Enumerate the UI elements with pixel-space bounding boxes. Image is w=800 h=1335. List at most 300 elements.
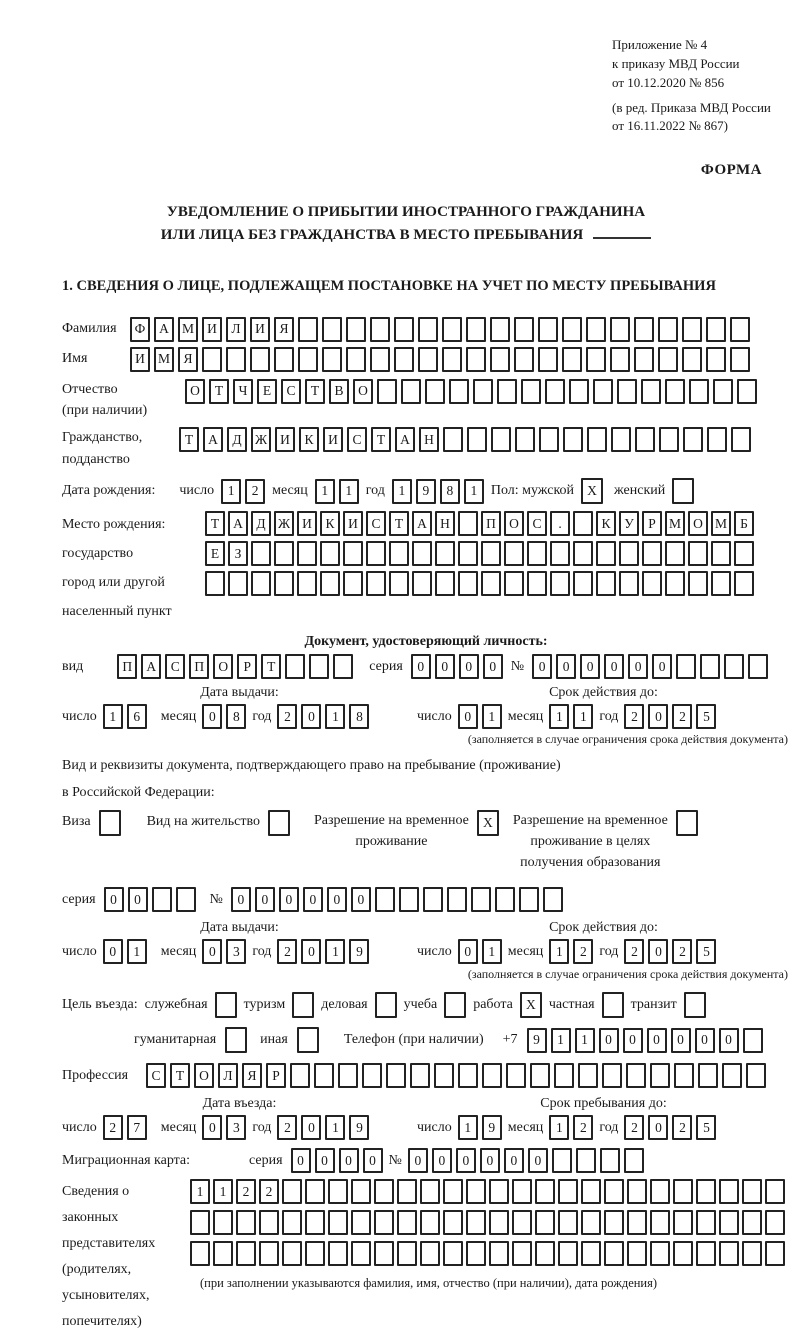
char-cell[interactable] [236,1241,256,1266]
char-cell[interactable] [713,379,733,404]
char-cell[interactable]: С [281,379,301,404]
char-cell[interactable] [397,1241,417,1266]
char-cell[interactable]: М [178,317,198,342]
char-cell[interactable] [731,427,751,452]
char-cell[interactable]: 1 [325,939,345,964]
char-cell[interactable] [581,1241,601,1266]
char-cell[interactable] [742,1241,762,1266]
char-cell[interactable]: 0 [628,654,648,679]
char-cell[interactable]: 0 [623,1028,643,1053]
char-cell[interactable] [305,1210,325,1235]
char-cell[interactable] [328,1210,348,1235]
char-cell[interactable] [711,571,731,596]
char-cell[interactable] [543,887,563,912]
char-cell[interactable] [519,887,539,912]
char-cell[interactable]: С [165,654,185,679]
char-cell[interactable] [689,379,709,404]
char-cell[interactable] [746,1063,766,1088]
char-cell[interactable] [449,379,469,404]
char-cell[interactable]: 1 [482,939,502,964]
char-cell[interactable] [290,1063,310,1088]
char-cell[interactable] [734,541,754,566]
char-cell[interactable] [298,347,318,372]
char-cell[interactable]: 2 [259,1179,279,1204]
char-cell[interactable]: 8 [440,479,460,504]
char-cell[interactable]: А [412,511,432,536]
char-cell[interactable] [552,1148,572,1173]
char-cell[interactable]: 1 [221,479,241,504]
char-cell[interactable] [696,1210,716,1235]
checkbox-cell[interactable] [444,992,466,1018]
char-cell[interactable] [604,1179,624,1204]
char-cell[interactable] [642,541,662,566]
char-cell[interactable] [578,1063,598,1088]
char-cell[interactable]: Т [179,427,199,452]
char-cell[interactable]: 1 [575,1028,595,1053]
char-cell[interactable] [489,1210,509,1235]
char-cell[interactable]: 0 [301,939,321,964]
char-cell[interactable]: Ж [274,511,294,536]
char-cell[interactable] [722,1063,742,1088]
char-cell[interactable] [346,317,366,342]
char-cell[interactable]: 0 [231,887,251,912]
char-cell[interactable] [650,1179,670,1204]
char-cell[interactable] [659,427,679,452]
checkbox-cell[interactable] [292,992,314,1018]
char-cell[interactable] [490,347,510,372]
char-cell[interactable]: 0 [483,654,503,679]
char-cell[interactable]: 9 [349,1115,369,1140]
char-cell[interactable] [401,379,421,404]
char-cell[interactable]: 0 [435,654,455,679]
char-cell[interactable]: 3 [226,939,246,964]
char-cell[interactable]: 0 [291,1148,311,1173]
char-cell[interactable]: З [228,541,248,566]
char-cell[interactable] [458,571,478,596]
char-cell[interactable]: 0 [202,939,222,964]
char-cell[interactable]: 1 [103,704,123,729]
char-cell[interactable]: А [154,317,174,342]
char-cell[interactable] [635,427,655,452]
char-cell[interactable]: 2 [103,1115,123,1140]
char-cell[interactable] [665,571,685,596]
char-cell[interactable]: П [117,654,137,679]
char-cell[interactable] [576,1148,596,1173]
checkbox-cell[interactable] [268,810,290,836]
char-cell[interactable] [641,379,661,404]
char-cell[interactable] [443,1210,463,1235]
char-cell[interactable] [305,1179,325,1204]
char-cell[interactable] [397,1179,417,1204]
char-cell[interactable] [399,887,419,912]
char-cell[interactable] [545,379,565,404]
char-cell[interactable] [259,1210,279,1235]
char-cell[interactable]: 0 [648,704,668,729]
char-cell[interactable]: Я [274,317,294,342]
char-cell[interactable] [466,1210,486,1235]
checkbox-cell[interactable] [676,810,698,836]
char-cell[interactable]: 2 [277,939,297,964]
char-cell[interactable] [765,1210,785,1235]
char-cell[interactable] [443,427,463,452]
char-cell[interactable]: 2 [573,939,593,964]
checkbox-cell[interactable]: X [581,478,603,504]
char-cell[interactable]: 6 [127,704,147,729]
char-cell[interactable] [512,1210,532,1235]
char-cell[interactable] [309,654,329,679]
char-cell[interactable] [389,541,409,566]
char-cell[interactable] [626,1063,646,1088]
char-cell[interactable] [481,571,501,596]
char-cell[interactable] [251,541,271,566]
char-cell[interactable] [730,347,750,372]
char-cell[interactable] [274,571,294,596]
char-cell[interactable]: 1 [458,1115,478,1140]
char-cell[interactable] [410,1063,430,1088]
char-cell[interactable]: 0 [202,704,222,729]
char-cell[interactable]: В [329,379,349,404]
char-cell[interactable]: 3 [226,1115,246,1140]
char-cell[interactable]: 0 [202,1115,222,1140]
char-cell[interactable]: М [665,511,685,536]
char-cell[interactable] [706,317,726,342]
char-cell[interactable] [297,541,317,566]
char-cell[interactable] [366,571,386,596]
char-cell[interactable] [442,347,462,372]
char-cell[interactable]: 0 [648,1115,668,1140]
char-cell[interactable]: А [228,511,248,536]
char-cell[interactable] [435,541,455,566]
char-cell[interactable]: 9 [349,939,369,964]
char-cell[interactable] [627,1241,647,1266]
char-cell[interactable] [495,887,515,912]
char-cell[interactable] [443,1179,463,1204]
char-cell[interactable] [328,1179,348,1204]
char-cell[interactable] [274,347,294,372]
char-cell[interactable] [370,347,390,372]
checkbox-cell[interactable]: X [477,810,499,836]
char-cell[interactable]: 2 [245,479,265,504]
char-cell[interactable] [627,1179,647,1204]
char-cell[interactable] [333,654,353,679]
char-cell[interactable] [190,1241,210,1266]
char-cell[interactable] [314,1063,334,1088]
char-cell[interactable] [481,541,501,566]
char-cell[interactable] [719,1210,739,1235]
char-cell[interactable]: 0 [604,654,624,679]
char-cell[interactable]: 5 [696,704,716,729]
char-cell[interactable]: 0 [459,654,479,679]
char-cell[interactable] [213,1210,233,1235]
char-cell[interactable]: Р [266,1063,286,1088]
char-cell[interactable] [765,1241,785,1266]
char-cell[interactable]: О [504,511,524,536]
char-cell[interactable] [673,1179,693,1204]
char-cell[interactable] [250,347,270,372]
char-cell[interactable]: . [550,511,570,536]
char-cell[interactable]: А [395,427,415,452]
char-cell[interactable]: 0 [339,1148,359,1173]
char-cell[interactable]: К [596,511,616,536]
char-cell[interactable] [600,1148,620,1173]
char-cell[interactable] [558,1179,578,1204]
char-cell[interactable] [569,379,589,404]
char-cell[interactable]: Д [251,511,271,536]
char-cell[interactable] [634,347,654,372]
char-cell[interactable]: 5 [696,939,716,964]
char-cell[interactable]: Д [227,427,247,452]
char-cell[interactable] [673,1210,693,1235]
char-cell[interactable]: О [688,511,708,536]
char-cell[interactable] [420,1210,440,1235]
char-cell[interactable]: 0 [255,887,275,912]
char-cell[interactable] [748,654,768,679]
char-cell[interactable]: 0 [580,654,600,679]
char-cell[interactable]: 7 [127,1115,147,1140]
char-cell[interactable] [489,1241,509,1266]
char-cell[interactable] [176,887,196,912]
char-cell[interactable]: 1 [482,704,502,729]
char-cell[interactable] [322,347,342,372]
char-cell[interactable]: А [203,427,223,452]
char-cell[interactable]: 0 [480,1148,500,1173]
char-cell[interactable] [627,1210,647,1235]
char-cell[interactable] [420,1179,440,1204]
checkbox-cell[interactable] [672,478,694,504]
char-cell[interactable] [514,347,534,372]
char-cell[interactable] [190,1210,210,1235]
char-cell[interactable] [213,1241,233,1266]
char-cell[interactable] [558,1210,578,1235]
char-cell[interactable] [737,379,757,404]
char-cell[interactable] [688,571,708,596]
char-cell[interactable]: Т [389,511,409,536]
char-cell[interactable] [573,511,593,536]
char-cell[interactable] [610,317,630,342]
char-cell[interactable] [412,541,432,566]
char-cell[interactable] [521,379,541,404]
char-cell[interactable] [734,571,754,596]
char-cell[interactable]: 1 [213,1179,233,1204]
char-cell[interactable] [497,379,517,404]
char-cell[interactable]: 1 [549,704,569,729]
blank-underline[interactable] [593,225,651,239]
char-cell[interactable]: 0 [528,1148,548,1173]
char-cell[interactable] [351,1210,371,1235]
char-cell[interactable] [423,887,443,912]
char-cell[interactable]: Л [218,1063,238,1088]
char-cell[interactable] [581,1179,601,1204]
char-cell[interactable]: У [619,511,639,536]
char-cell[interactable] [611,427,631,452]
char-cell[interactable] [491,427,511,452]
char-cell[interactable]: 0 [327,887,347,912]
char-cell[interactable]: Т [371,427,391,452]
char-cell[interactable]: И [202,317,222,342]
char-cell[interactable] [707,427,727,452]
char-cell[interactable] [471,887,491,912]
char-cell[interactable]: 0 [301,1115,321,1140]
char-cell[interactable]: С [347,427,367,452]
char-cell[interactable] [443,1241,463,1266]
char-cell[interactable]: 0 [719,1028,739,1053]
char-cell[interactable] [676,654,696,679]
char-cell[interactable]: 1 [464,479,484,504]
char-cell[interactable]: 0 [351,887,371,912]
char-cell[interactable] [362,1063,382,1088]
checkbox-cell[interactable] [225,1027,247,1053]
checkbox-cell[interactable] [297,1027,319,1053]
char-cell[interactable] [573,541,593,566]
char-cell[interactable] [665,379,685,404]
char-cell[interactable]: 0 [128,887,148,912]
char-cell[interactable]: О [194,1063,214,1088]
char-cell[interactable]: Я [242,1063,262,1088]
char-cell[interactable]: 9 [416,479,436,504]
char-cell[interactable]: 0 [556,654,576,679]
char-cell[interactable]: 1 [127,939,147,964]
char-cell[interactable]: Н [435,511,455,536]
char-cell[interactable] [538,347,558,372]
char-cell[interactable] [226,347,246,372]
char-cell[interactable] [558,1241,578,1266]
char-cell[interactable]: 0 [408,1148,428,1173]
char-cell[interactable]: 0 [504,1148,524,1173]
char-cell[interactable] [282,1210,302,1235]
char-cell[interactable]: 1 [549,939,569,964]
char-cell[interactable] [650,1063,670,1088]
char-cell[interactable]: С [366,511,386,536]
char-cell[interactable]: И [323,427,343,452]
char-cell[interactable] [374,1179,394,1204]
char-cell[interactable]: С [146,1063,166,1088]
char-cell[interactable] [719,1241,739,1266]
char-cell[interactable] [420,1241,440,1266]
char-cell[interactable] [504,541,524,566]
char-cell[interactable]: 1 [551,1028,571,1053]
char-cell[interactable]: 2 [573,1115,593,1140]
char-cell[interactable] [698,1063,718,1088]
char-cell[interactable] [527,541,547,566]
char-cell[interactable]: Т [170,1063,190,1088]
char-cell[interactable]: О [353,379,373,404]
char-cell[interactable]: Б [734,511,754,536]
char-cell[interactable] [343,541,363,566]
char-cell[interactable] [442,317,462,342]
char-cell[interactable] [482,1063,502,1088]
char-cell[interactable]: 0 [695,1028,715,1053]
char-cell[interactable] [320,541,340,566]
char-cell[interactable] [466,347,486,372]
char-cell[interactable] [602,1063,622,1088]
char-cell[interactable] [610,347,630,372]
char-cell[interactable] [604,1241,624,1266]
char-cell[interactable] [418,347,438,372]
char-cell[interactable] [665,541,685,566]
char-cell[interactable] [604,1210,624,1235]
char-cell[interactable] [550,571,570,596]
char-cell[interactable]: И [275,427,295,452]
char-cell[interactable] [394,347,414,372]
char-cell[interactable] [274,541,294,566]
char-cell[interactable] [634,317,654,342]
char-cell[interactable] [619,541,639,566]
char-cell[interactable]: М [711,511,731,536]
char-cell[interactable] [617,379,637,404]
char-cell[interactable]: 0 [652,654,672,679]
char-cell[interactable] [320,571,340,596]
char-cell[interactable] [706,347,726,372]
char-cell[interactable] [389,571,409,596]
char-cell[interactable] [538,317,558,342]
char-cell[interactable]: Т [209,379,229,404]
char-cell[interactable] [152,887,172,912]
char-cell[interactable] [765,1179,785,1204]
char-cell[interactable] [573,571,593,596]
char-cell[interactable] [586,317,606,342]
char-cell[interactable] [374,1241,394,1266]
char-cell[interactable] [251,571,271,596]
char-cell[interactable] [696,1179,716,1204]
char-cell[interactable]: 2 [277,1115,297,1140]
checkbox-cell[interactable] [375,992,397,1018]
char-cell[interactable] [512,1241,532,1266]
char-cell[interactable]: 0 [104,887,124,912]
char-cell[interactable] [586,347,606,372]
char-cell[interactable]: 0 [363,1148,383,1173]
char-cell[interactable] [447,887,467,912]
char-cell[interactable]: 9 [527,1028,547,1053]
char-cell[interactable] [282,1241,302,1266]
char-cell[interactable] [338,1063,358,1088]
checkbox-cell[interactable]: X [520,992,542,1018]
char-cell[interactable]: К [320,511,340,536]
char-cell[interactable] [711,541,731,566]
char-cell[interactable]: 2 [624,704,644,729]
char-cell[interactable]: 2 [236,1179,256,1204]
checkbox-cell[interactable] [602,992,624,1018]
char-cell[interactable] [435,571,455,596]
char-cell[interactable]: 0 [671,1028,691,1053]
char-cell[interactable] [650,1210,670,1235]
char-cell[interactable]: 2 [624,939,644,964]
char-cell[interactable] [394,317,414,342]
char-cell[interactable] [700,654,720,679]
char-cell[interactable] [473,379,493,404]
char-cell[interactable]: 2 [672,939,692,964]
char-cell[interactable]: А [141,654,161,679]
char-cell[interactable]: 8 [349,704,369,729]
char-cell[interactable]: Т [205,511,225,536]
char-cell[interactable] [458,541,478,566]
char-cell[interactable]: И [130,347,150,372]
char-cell[interactable] [282,1179,302,1204]
char-cell[interactable] [343,571,363,596]
char-cell[interactable] [418,317,438,342]
char-cell[interactable] [742,1210,762,1235]
char-cell[interactable] [696,1241,716,1266]
char-cell[interactable]: 1 [325,1115,345,1140]
char-cell[interactable]: 0 [315,1148,335,1173]
char-cell[interactable]: 2 [672,704,692,729]
char-cell[interactable]: И [343,511,363,536]
char-cell[interactable] [504,571,524,596]
char-cell[interactable] [489,1179,509,1204]
char-cell[interactable]: 2 [624,1115,644,1140]
char-cell[interactable] [581,1210,601,1235]
char-cell[interactable] [724,654,744,679]
char-cell[interactable] [535,1210,555,1235]
